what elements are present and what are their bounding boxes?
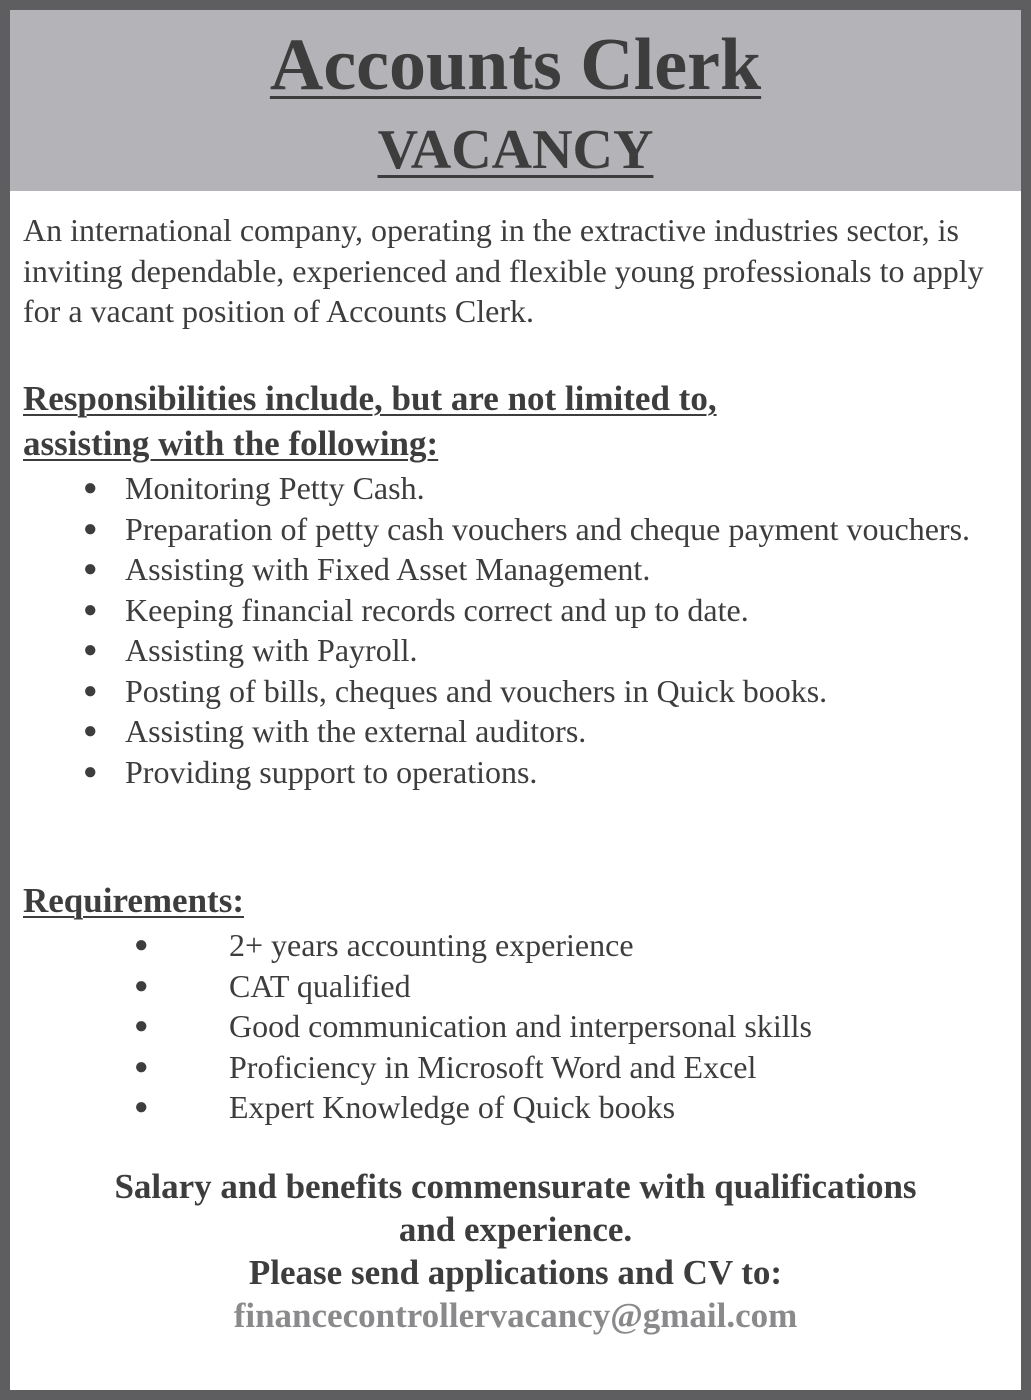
bullet-icon: ● xyxy=(83,475,98,501)
vacancy-label xyxy=(10,119,1021,181)
bullet-icon: ● xyxy=(134,1094,149,1120)
list-item xyxy=(10,671,1021,712)
list-item xyxy=(10,711,1021,752)
responsibilities-heading-line1: Responsibilities include, but are not limited to, xyxy=(23,379,717,418)
list-item-text: Preparation of petty cash vouchers and cheque payment vouchers. xyxy=(125,510,971,547)
bullet-icon: ● xyxy=(83,677,98,704)
list-item xyxy=(10,590,1021,631)
title-banner xyxy=(10,10,1021,191)
responsibilities-list xyxy=(10,468,1021,792)
responsibilities-heading-line2: assisting with the following: xyxy=(23,424,439,463)
list-item xyxy=(10,966,1021,1007)
list-item-text: Proficiency in Microsoft Word and Excel xyxy=(229,1048,757,1085)
list-item xyxy=(10,752,1021,793)
bullet-icon: ● xyxy=(83,556,98,582)
job-title xyxy=(10,24,1021,106)
list-item-text: Expert Knowledge of Quick books xyxy=(229,1089,676,1125)
requirements-heading: Requirements: xyxy=(23,881,244,920)
bullet-icon: ● xyxy=(134,972,149,999)
closing-section xyxy=(10,1165,1021,1337)
requirements-list xyxy=(10,925,1021,1128)
list-item xyxy=(10,630,1021,671)
bullet-icon: ● xyxy=(83,637,98,663)
bullet-icon: ● xyxy=(83,758,98,785)
bullet-icon: ● xyxy=(134,1053,149,1080)
list-item xyxy=(10,549,1021,590)
contact-email[interactable]: financecontrollervacancy@gmail.com xyxy=(233,1296,798,1335)
list-item-text: Keeping financial records correct and up to date. xyxy=(125,591,749,628)
list-item-text: Good communication and interpersonal skills xyxy=(229,1008,812,1044)
list-item xyxy=(10,925,1021,966)
list-item xyxy=(10,468,1021,509)
job-title-text: Accounts Clerk xyxy=(269,24,762,106)
responsibilities-heading xyxy=(23,376,1013,466)
list-item-text: Providing support to operations. xyxy=(125,753,538,790)
salary-line-2: and experience. xyxy=(398,1210,633,1249)
list-item xyxy=(10,509,1021,550)
list-item xyxy=(10,1047,1021,1088)
list-item xyxy=(10,1006,1021,1047)
list-item-text: Assisting with Fixed Asset Management. xyxy=(125,551,651,587)
list-item-text: CAT qualified xyxy=(229,967,411,1004)
salary-line-1: Salary and benefits commensurate with qualifications xyxy=(114,1167,917,1206)
intro-paragraph: An international company, operating in the extractive industries sector, is inviting dependable, experienced and flexible young professionals to apply for a vacant position of Accounts Clerk. xyxy=(23,212,984,329)
list-item-text: 2+ years accounting experience xyxy=(229,927,634,963)
list-item-text: Assisting with Payroll. xyxy=(125,632,418,668)
bullet-icon: ● xyxy=(134,932,149,958)
bullet-icon: ● xyxy=(83,718,98,744)
vacancy-label-text: VACANCY xyxy=(377,119,654,181)
bullet-icon: ● xyxy=(83,515,98,542)
list-item-text: Assisting with the external auditors. xyxy=(125,713,587,749)
bullet-icon: ● xyxy=(134,1013,149,1039)
apply-line: Please send applications and CV to: xyxy=(248,1253,783,1292)
list-item xyxy=(10,1087,1021,1128)
list-item-text: Monitoring Petty Cash. xyxy=(125,470,425,506)
bullet-icon: ● xyxy=(83,596,98,623)
list-item-text: Posting of bills, cheques and vouchers in Quick books. xyxy=(125,672,828,709)
